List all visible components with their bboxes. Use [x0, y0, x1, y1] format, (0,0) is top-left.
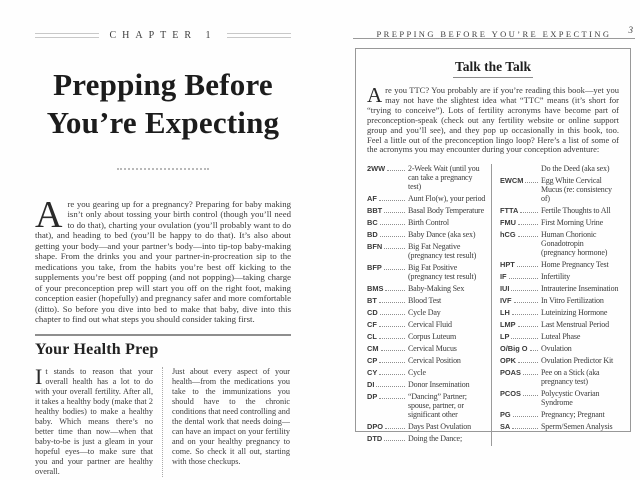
glossary-term: BD [367, 230, 378, 240]
glossary-entry [367, 308, 486, 317]
glossary-entry [500, 389, 619, 407]
glossary-entry [500, 422, 619, 431]
glossary-termwrap [367, 230, 408, 239]
glossary-definition: “Dancing” Partner; spouse, partner, or significant other [408, 392, 467, 420]
glossary-entry [367, 332, 486, 341]
glossary-definition: Donor Insemination [408, 380, 470, 390]
glossary-entry [500, 164, 619, 173]
glossary-entry [500, 320, 619, 329]
glossary-definition: Corpus Luteum [408, 332, 457, 342]
glossary-term: LP [500, 332, 510, 342]
glossary-definition: Sperm/Semen Analysis [541, 422, 613, 432]
glossary-entry [367, 356, 486, 365]
glossary-term: BFN [367, 242, 383, 252]
dotted-leader [518, 320, 538, 327]
glossary-term: CD [367, 308, 378, 318]
glossary-termwrap [367, 368, 408, 377]
glossary-entry [500, 272, 619, 281]
chapter-header [35, 30, 291, 41]
glossary-term: DI [367, 380, 375, 390]
intro-dropcap: A [35, 193, 63, 236]
glossary-termwrap [500, 320, 541, 329]
glossary-definition: Fertile Thoughts to All [541, 206, 611, 216]
glossary-entry [367, 434, 486, 443]
dotted-leader [376, 380, 405, 387]
glossary-termwrap [367, 380, 408, 389]
running-head-title: PREPPING BEFORE YOU’RE EXPECTING [376, 29, 612, 39]
glossary-definition: Cervical Position [408, 356, 461, 366]
glossary-definition: Infertility [541, 272, 571, 282]
dotted-leader [384, 242, 405, 249]
dotted-leader [512, 308, 538, 315]
glossary-entry [500, 218, 619, 227]
acronym-glossary [367, 164, 619, 446]
glossary-entry [367, 263, 486, 281]
glossary-termwrap [367, 344, 408, 353]
glossary-column-right [491, 164, 619, 446]
dotted-leader [385, 284, 405, 291]
dotted-leader [530, 344, 538, 351]
glossary-termwrap [500, 272, 541, 281]
glossary-termwrap [500, 206, 541, 215]
glossary-termwrap [367, 356, 408, 365]
glossary-term: hCG [500, 230, 516, 240]
glossary-term: HPT [500, 260, 515, 270]
dotted-leader [379, 356, 405, 363]
glossary-entry [367, 164, 486, 191]
glossary-term: OPK [500, 356, 517, 366]
glossary-term: 2WW [367, 164, 386, 174]
intro-paragraph [35, 193, 291, 325]
health-prep-columns [35, 364, 291, 477]
glossary-definition: Aunt Flo(w), your period [408, 194, 486, 204]
glossary-definition: Ovulation [541, 344, 572, 354]
glossary-definition: 2-Week Wait (until you can take a pregnancy test) [408, 164, 480, 192]
dotted-leader [520, 206, 538, 213]
glossary-termwrap [367, 434, 408, 443]
glossary-term: BMS [367, 284, 384, 294]
chapter-rule-right [227, 33, 291, 38]
dotted-leader [379, 296, 405, 303]
title-divider [117, 168, 209, 170]
dotted-leader [380, 218, 405, 225]
glossary-termwrap [367, 284, 408, 293]
glossary-definition: Last Menstrual Period [541, 320, 609, 330]
glossary-definition: Human Chorionic Gonadotropin (pregnancy hormone) [541, 230, 608, 258]
dotted-leader [379, 332, 405, 339]
glossary-entry [500, 344, 619, 353]
glossary-definition: Cervical Fluid [408, 320, 452, 330]
glossary-definition: Basal Body Temperature [408, 206, 484, 216]
glossary-entry [500, 260, 619, 269]
glossary-entry [500, 308, 619, 317]
glossary-term: PG [500, 410, 511, 420]
glossary-term: POAS [500, 368, 521, 378]
glossary-termwrap [367, 320, 408, 329]
glossary-term: LMP [500, 320, 516, 330]
glossary-definition: Luteinizing Hormone [541, 308, 608, 318]
glossary-term: CY [367, 368, 378, 378]
glossary-term: DTD [367, 434, 383, 444]
glossary-definition: Ovulation Predictor Kit [541, 356, 614, 366]
dotted-leader [509, 272, 538, 279]
glossary-termwrap [367, 296, 408, 305]
glossary-definition: Doing the Dance; [408, 434, 463, 444]
glossary-entry [367, 296, 486, 305]
glossary-termwrap [500, 296, 541, 305]
glossary-termwrap [500, 164, 541, 173]
glossary-term: BBT [367, 206, 383, 216]
dotted-leader [385, 422, 405, 429]
glossary-definition: Cycle [408, 368, 426, 378]
glossary-term: BFP [367, 263, 382, 273]
glossary-termwrap [367, 422, 408, 431]
glossary-entry [500, 368, 619, 386]
glossary-termwrap [367, 206, 408, 215]
glossary-definition: Big Fat Positive (pregnancy test result) [408, 263, 477, 282]
box-intro-dropcap: A [367, 83, 383, 107]
glossary-term: CM [367, 344, 379, 354]
glossary-term: IF [500, 272, 507, 282]
page-title-line1: Prepping Before [53, 67, 273, 102]
glossary-definition: Birth Control [408, 218, 449, 228]
glossary-column-left [367, 164, 486, 446]
page-right [353, 0, 635, 480]
section-heading: Your Health Prep [35, 341, 159, 358]
glossary-definition: In Vitro Fertilization [541, 296, 604, 306]
glossary-term: DP [367, 392, 378, 402]
dotted-leader [380, 308, 405, 315]
box-intro-text: re you TTC? You probably are if you’re reading this book—yet you may not have the slightest idea what “TTC” means (it’s short for “trying to conceive”). Lots of fertility acronyms have become part of preconception-speak (check out any fertility website or online support group and you’ll see), and they pop up occasionally in this book, too. Feel a little out of the preconception lingo loop? Here’s a list of some of the acronyms you may encounter during your conception adventure: [367, 85, 619, 155]
glossary-termwrap [500, 176, 541, 203]
glossary-entry [367, 230, 486, 239]
dotted-leader [381, 344, 406, 351]
box-title: Talk the Talk [453, 59, 533, 78]
glossary-definition: Polycystic Ovarian Syndrome [541, 389, 600, 408]
dotted-leader [387, 164, 405, 171]
glossary-definition: Pregnancy; Pregnant [541, 410, 605, 420]
glossary-term: FTTA [500, 206, 519, 216]
glossary-entry [500, 332, 619, 341]
intro-text: re you gearing up for a pregnancy? Preparing for baby making isn’t only about tossing your birth control (though you’ll need to do that), charting your ovulation (you’ll probably want to do that), and heading to bed (you’ll be happy to do that). It’s also about getting your body—and your partner’s body—into tip-top baby-making shape. From the drinks you and your partner-in-procreation sip to the medications you take, from the habits you’re best off kicking to the supplements you’re best off popping (and not popping)—taking charge of your preconception prep will start you off on the right foot, making conception easier (hopefully) and pregnancy safer and more comfortable (ditto). So before you dive into bed to make that baby, dive into this chapter to find out what steps you should consider taking first. [35, 198, 291, 325]
glossary-definition: Pee on a Stick (aka pregnancy test) [541, 368, 600, 387]
health-col-dropcap: I [35, 364, 43, 389]
glossary-entry [367, 320, 486, 329]
glossary-term: DPO [367, 422, 384, 432]
glossary-entry [500, 284, 619, 293]
glossary-entry [500, 356, 619, 365]
dotted-leader [512, 422, 538, 429]
talk-the-talk-box [355, 48, 631, 444]
dotted-leader [384, 206, 405, 213]
page-number: 3 [628, 25, 633, 35]
dotted-leader [384, 434, 405, 441]
glossary-termwrap [367, 242, 408, 260]
glossary-termwrap [367, 164, 408, 191]
glossary-entry [500, 410, 619, 419]
chapter-label: CHAPTER 1 [109, 30, 217, 41]
glossary-termwrap [500, 284, 541, 293]
glossary-term: BT [367, 296, 377, 306]
page-left [35, 0, 291, 480]
glossary-termwrap [500, 422, 541, 431]
glossary-termwrap [500, 410, 541, 419]
glossary-termwrap [500, 344, 541, 353]
page-title [35, 66, 291, 142]
glossary-termwrap [500, 356, 541, 365]
glossary-termwrap [367, 263, 408, 281]
box-title-row [367, 58, 619, 78]
glossary-entry [367, 344, 486, 353]
page-title-line2: You’re Expecting [46, 105, 280, 141]
glossary-definition: Big Fat Negative (pregnancy test result) [408, 242, 477, 261]
chapter-rule-left [35, 33, 99, 38]
glossary-definition: Egg White Cervical Mucus (re: consistency of) [541, 176, 612, 204]
glossary-termwrap [367, 392, 408, 419]
glossary-definition: Do the Deed (aka sex) [541, 164, 610, 174]
glossary-entry [500, 206, 619, 215]
health-col-left-text: t stands to reason that your overall health has a lot to do with your overall fertility. After all, it takes a healthy body (make that 2 healthy bodies) to make a healthy baby. Which means there’s no better time than now—when that baby-to-be is just a gleam in your hopeful eyes—to make sure that you and your partner are healthy overall. [35, 367, 153, 476]
glossary-termwrap [500, 332, 541, 341]
glossary-termwrap [367, 194, 408, 203]
dotted-leader [379, 194, 405, 201]
dotted-leader [379, 392, 405, 399]
dotted-leader [523, 368, 538, 375]
glossary-term: LH [500, 308, 510, 318]
glossary-term: FMU [500, 218, 517, 228]
glossary-entry [367, 194, 486, 203]
dotted-leader [511, 332, 538, 339]
glossary-definition: Baby Dance (aka sex) [408, 230, 476, 240]
glossary-entry [367, 284, 486, 293]
glossary-term: AF [367, 194, 377, 204]
glossary-definition: Cycle Day [408, 308, 441, 318]
glossary-term: CL [367, 332, 377, 342]
glossary-entry [500, 296, 619, 305]
glossary-term: O/Big O [500, 344, 528, 354]
glossary-termwrap [500, 218, 541, 227]
glossary-entry [367, 422, 486, 431]
glossary-term: CF [367, 320, 377, 330]
glossary-termwrap [500, 230, 541, 257]
dotted-leader [384, 263, 405, 270]
glossary-term: EWCM [500, 176, 524, 186]
dotted-leader [379, 320, 405, 327]
dotted-leader [511, 284, 538, 291]
glossary-entry [500, 176, 619, 203]
glossary-definition: Baby-Making Sex [408, 284, 465, 294]
glossary-entry [367, 242, 486, 260]
glossary-termwrap [367, 332, 408, 341]
glossary-definition: Blood Test [408, 296, 442, 306]
glossary-definition: First Morning Urine [541, 218, 604, 228]
glossary-definition: Home Pregnancy Test [541, 260, 609, 270]
dotted-leader [518, 218, 538, 225]
glossary-entry [367, 380, 486, 389]
health-col-right: Just about every aspect of your health—from the medications you take to the immunizations you should have to the chronic conditions that need controlling and the dental work that needs doing—can have an impact on your fertility and on your healthy pregnancy to come. So check it all out, starting with those checkups. [172, 367, 290, 466]
glossary-entry [367, 392, 486, 419]
glossary-term: SA [500, 422, 511, 432]
box-intro-paragraph [367, 83, 619, 155]
glossary-term: BC [367, 218, 378, 228]
glossary-entry [367, 368, 486, 377]
glossary-termwrap [500, 308, 541, 317]
glossary-definition: Cervical Mucus [408, 344, 457, 354]
dotted-leader [379, 368, 405, 375]
running-head [353, 24, 635, 39]
glossary-definition: Luteal Phase [541, 332, 581, 342]
dotted-leader [514, 296, 539, 303]
glossary-definition: Intrauterine Insemination [541, 284, 619, 294]
dotted-leader [517, 260, 538, 267]
glossary-termwrap [367, 218, 408, 227]
dotted-leader [525, 176, 538, 183]
glossary-termwrap [500, 389, 541, 407]
glossary-termwrap [367, 308, 408, 317]
dotted-leader [380, 230, 405, 237]
dotted-leader [513, 410, 538, 417]
dotted-leader [518, 230, 538, 237]
glossary-termwrap [500, 368, 541, 386]
column-divider [162, 367, 163, 477]
glossary-entry [367, 206, 486, 215]
glossary-term: CP [367, 356, 378, 366]
glossary-termwrap [500, 260, 541, 269]
glossary-entry [500, 230, 619, 257]
health-col-left [35, 364, 153, 477]
glossary-definition: Days Past Ovulation [408, 422, 471, 432]
dotted-leader [523, 389, 538, 396]
dotted-leader [518, 356, 538, 363]
glossary-term: PCOS [500, 389, 521, 399]
section-rule [35, 334, 291, 336]
glossary-term: IUI [500, 284, 510, 294]
glossary-term: IVF [500, 296, 512, 306]
glossary-entry [367, 218, 486, 227]
